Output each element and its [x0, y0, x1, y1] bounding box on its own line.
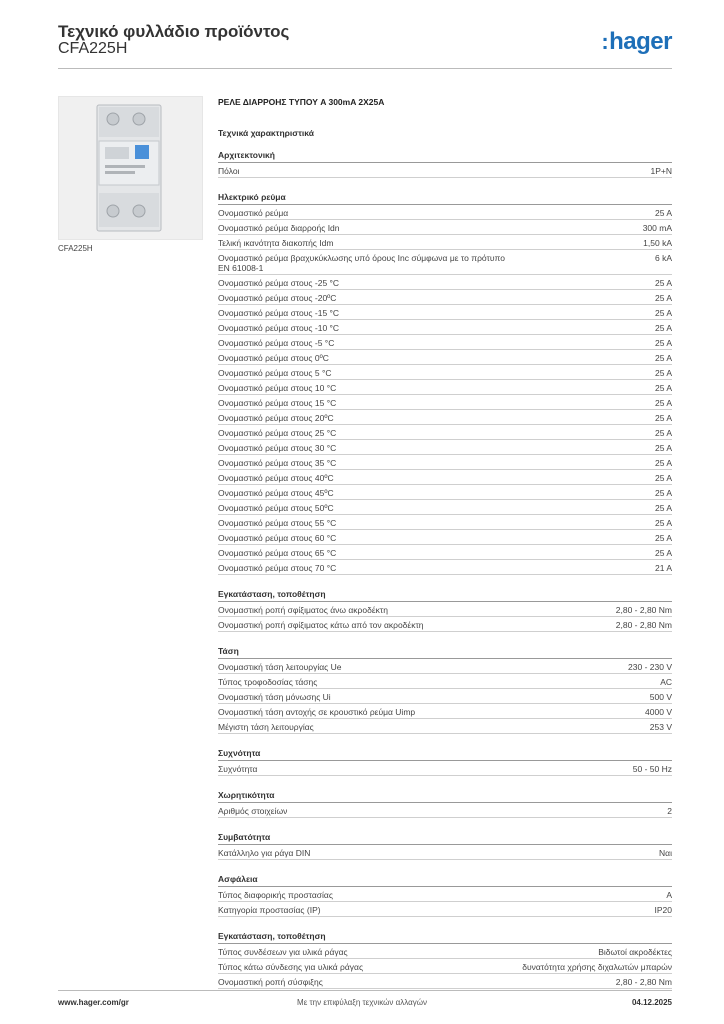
- spec-label: Ονομαστικό ρεύμα στους 45ºC: [218, 487, 334, 498]
- spec-row: [218, 602, 672, 617]
- header-divider: [58, 68, 672, 69]
- spec-row: [218, 250, 672, 275]
- spec-label: Ονομαστικό ρεύμα στους 55 °C: [218, 517, 337, 528]
- product-image: [58, 96, 203, 240]
- spec-groups: [218, 150, 672, 989]
- spec-value: 25 A: [654, 337, 672, 348]
- spec-group-title: Τάση: [218, 646, 672, 659]
- spec-value: A: [666, 889, 672, 900]
- spec-row: [218, 560, 672, 575]
- spec-value: 25 A: [654, 472, 672, 483]
- spec-group-title: Αρχιτεκτονική: [218, 150, 672, 163]
- spec-group-title: Εγκατάσταση, τοποθέτηση: [218, 931, 672, 944]
- spec-row: [218, 205, 672, 220]
- spec-row: [218, 689, 672, 704]
- spec-label: Ονομαστικό ρεύμα στους -5 °C: [218, 337, 335, 348]
- spec-row: [218, 335, 672, 350]
- spec-label: Ονομαστικό ρεύμα στους 15 °C: [218, 397, 337, 408]
- spec-value: 25 A: [654, 367, 672, 378]
- spec-value: 25 A: [654, 502, 672, 513]
- spec-label: Ονομαστικό ρεύμα στους -20ºC: [218, 292, 337, 303]
- spec-value: 25 A: [654, 487, 672, 498]
- spec-label: Ονομαστικό ρεύμα στους 10 °C: [218, 382, 337, 393]
- spec-row: [218, 887, 672, 902]
- spec-row: [218, 530, 672, 545]
- spec-value: 300 mA: [642, 222, 672, 233]
- spec-group: [218, 748, 672, 776]
- spec-row: [218, 305, 672, 320]
- spec-row: [218, 220, 672, 235]
- spec-row: [218, 902, 672, 917]
- spec-value: 25 A: [654, 307, 672, 318]
- spec-row: [218, 380, 672, 395]
- product-title: ΡΕΛΕ ΔΙΑΡΡΟΗΣ ΤΥΠΟΥ A 300mA 2X25A: [218, 97, 385, 107]
- spec-value: 25 A: [654, 517, 672, 528]
- spec-row: [218, 761, 672, 776]
- spec-label: Ονομαστικό ρεύμα στους 60 °C: [218, 532, 337, 543]
- spec-value: 50 - 50 Hz: [632, 763, 672, 774]
- spec-label: Ονομαστικό ρεύμα βραχυκύκλωσης υπό όρους Inc σύμφωνα με το πρότυπο EN 61008-1: [218, 252, 505, 273]
- spec-row: [218, 455, 672, 470]
- spec-row: [218, 290, 672, 305]
- spec-label: Μέγιστη τάση λειτουργίας: [218, 721, 314, 732]
- spec-label: Ονομαστικό ρεύμα στους 70 °C: [218, 562, 337, 573]
- spec-label: Ονομαστική τάση λειτουργίας Ue: [218, 661, 342, 672]
- spec-row: [218, 674, 672, 689]
- spec-label: Ονομαστικό ρεύμα στους 25 °C: [218, 427, 337, 438]
- footer-divider: [58, 990, 672, 991]
- tech-specs-heading: Τεχνικά χαρακτηριστικά: [218, 128, 314, 138]
- spec-row: [218, 617, 672, 632]
- spec-row: [218, 959, 672, 974]
- spec-row: [218, 944, 672, 959]
- spec-value: 25 A: [654, 412, 672, 423]
- spec-label: Τύπος διαφορικής προστασίας: [218, 889, 333, 900]
- spec-label: Κατηγορία προστασίας (IP): [218, 904, 321, 915]
- spec-label: Ονομαστική τάση μόνωσης Ui: [218, 691, 331, 702]
- spec-row: [218, 320, 672, 335]
- spec-row: [218, 545, 672, 560]
- spec-value: 500 V: [649, 691, 672, 702]
- spec-row: [218, 395, 672, 410]
- footer-url: www.hager.com/gr: [58, 998, 129, 1007]
- spec-label: Ονομαστικό ρεύμα στους -15 °C: [218, 307, 340, 318]
- spec-value: 25 A: [654, 457, 672, 468]
- spec-label: Ονομαστικό ρεύμα στους 35 °C: [218, 457, 337, 468]
- product-code: CFA225H: [58, 40, 128, 57]
- image-caption: CFA225H: [58, 244, 93, 253]
- spec-group: [218, 192, 672, 575]
- spec-group: [218, 931, 672, 989]
- spec-row: [218, 704, 672, 719]
- spec-label: Ονομαστικό ρεύμα στους 5 °C: [218, 367, 332, 378]
- footer-note: Με την επιφύλαξη τεχνικών αλλαγών: [297, 998, 427, 1007]
- spec-label: Ονομαστικό ρεύμα στους 30 °C: [218, 442, 337, 453]
- spec-value: 21 A: [654, 562, 672, 573]
- spec-row: [218, 500, 672, 515]
- spec-value: 25 A: [654, 292, 672, 303]
- spec-value: 2: [667, 805, 672, 816]
- spec-label: Συχνότητα: [218, 763, 258, 774]
- footer-date: 04.12.2025: [631, 998, 672, 1007]
- spec-value: 25 A: [654, 352, 672, 363]
- spec-value: 25 A: [654, 382, 672, 393]
- spec-label: Ονομαστική τάση αντοχής σε κρουστικό ρεύμα Uimp: [218, 706, 416, 717]
- spec-label: Ονομαστικό ρεύμα στους 40ºC: [218, 472, 334, 483]
- spec-label: Ονομαστικό ρεύμα στους 50ºC: [218, 502, 334, 513]
- spec-row: [218, 275, 672, 290]
- spec-value: 25 A: [654, 427, 672, 438]
- spec-group: [218, 589, 672, 632]
- spec-value: 2,80 - 2,80 Nm: [615, 976, 672, 987]
- spec-row: [218, 845, 672, 860]
- spec-value: AC: [660, 676, 672, 687]
- spec-group-title: Ηλεκτρικό ρεύμα: [218, 192, 672, 205]
- spec-group-title: Ασφάλεια: [218, 874, 672, 887]
- spec-label: Κατάλληλο για ράγα DIN: [218, 847, 311, 858]
- hager-logo: [601, 28, 672, 56]
- spec-row: [218, 440, 672, 455]
- spec-row: [218, 410, 672, 425]
- spec-row: [218, 974, 672, 989]
- spec-row: [218, 365, 672, 380]
- document-title: Τεχνικό φυλλάδιο προϊόντος: [58, 22, 290, 41]
- spec-label: Ονομαστικό ρεύμα: [218, 207, 289, 218]
- spec-value: Ναι: [659, 847, 672, 858]
- spec-label: Ονομαστική ροπή σύσφιξης: [218, 976, 323, 987]
- spec-value: 6 kA: [654, 252, 672, 263]
- spec-value: 25 A: [654, 397, 672, 408]
- spec-row: [218, 803, 672, 818]
- spec-value: 25 A: [654, 532, 672, 543]
- spec-label: Αριθμός στοιχείων: [218, 805, 288, 816]
- spec-label: Ονομαστικό ρεύμα στους 20ºC: [218, 412, 334, 423]
- spec-group: [218, 832, 672, 860]
- spec-content: [218, 97, 672, 989]
- spec-value: 25 A: [654, 547, 672, 558]
- spec-group-title: Εγκατάσταση, τοποθέτηση: [218, 589, 672, 602]
- spec-row: [218, 515, 672, 530]
- spec-label: Ονομαστικό ρεύμα στους 65 °C: [218, 547, 337, 558]
- spec-label: Ονομαστική ροπή σφίξιματος άνω ακροδέκτη: [218, 604, 388, 615]
- spec-label: Τύπος συνδέσεων για υλικά ράγας: [218, 946, 348, 957]
- rcd-device-illustration: [59, 97, 202, 239]
- spec-row: [218, 425, 672, 440]
- spec-group-title: Συμβατότητα: [218, 832, 672, 845]
- spec-label: Ονομαστικό ρεύμα στους -10 °C: [218, 322, 340, 333]
- spec-value: 25 A: [654, 207, 672, 218]
- spec-value: 1P+N: [650, 165, 672, 176]
- spec-value: Βιδωτοί ακροδέκτες: [598, 946, 672, 957]
- spec-label: Τύπος κάτω σύνδεσης για υλικά ράγας: [218, 961, 364, 972]
- spec-value: 25 A: [654, 322, 672, 333]
- spec-value: 230 - 230 V: [628, 661, 672, 672]
- spec-label: Ονομαστικό ρεύμα στους 0ºC: [218, 352, 329, 363]
- spec-value: 4000 V: [645, 706, 672, 717]
- spec-value: 25 A: [654, 442, 672, 453]
- logo-colon: :: [601, 29, 609, 54]
- spec-group: [218, 790, 672, 818]
- spec-row: [218, 659, 672, 674]
- spec-value: IP20: [654, 904, 672, 915]
- spec-row: [218, 350, 672, 365]
- spec-label: Τελική ικανότητα διακοπής Idm: [218, 237, 334, 248]
- spec-group: [218, 646, 672, 734]
- spec-row: [218, 470, 672, 485]
- spec-value: 2,80 - 2,80 Nm: [615, 619, 672, 630]
- spec-value: 253 V: [649, 721, 672, 732]
- spec-value: δυνατότητα χρήσης διχαλωτών μπαρών: [522, 961, 672, 972]
- spec-row: [218, 163, 672, 178]
- spec-row: [218, 485, 672, 500]
- spec-value: 25 A: [654, 277, 672, 288]
- spec-group: [218, 874, 672, 917]
- spec-label: Ονομαστικό ρεύμα διαρροής Idn: [218, 222, 340, 233]
- spec-row: [218, 719, 672, 734]
- spec-value: 1,50 kA: [643, 237, 672, 248]
- spec-label: Πόλοι: [218, 165, 240, 176]
- logo-text: hager: [609, 28, 672, 55]
- spec-label: Τύπος τροφοδοσίας τάσης: [218, 676, 318, 687]
- spec-label: Ονομαστικό ρεύμα στους -25 °C: [218, 277, 340, 288]
- spec-row: [218, 235, 672, 250]
- spec-value: 2,80 - 2,80 Nm: [615, 604, 672, 615]
- spec-group: [218, 150, 672, 178]
- spec-group-title: Χωρητικότητα: [218, 790, 672, 803]
- spec-group-title: Συχνότητα: [218, 748, 672, 761]
- spec-label: Ονομαστική ροπή σφίξιματος κάτω από τον ακροδέκτη: [218, 619, 424, 630]
